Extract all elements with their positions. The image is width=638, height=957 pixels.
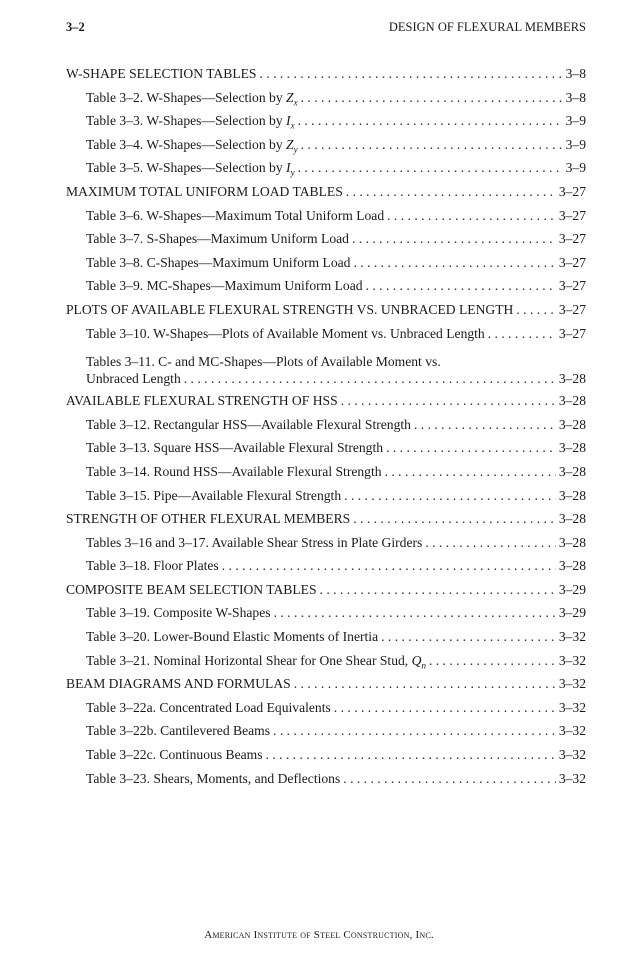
dot-leader: [341, 393, 556, 409]
toc-page-number: 3–32: [558, 652, 586, 668]
dot-leader: [488, 326, 556, 342]
dot-leader: [222, 558, 556, 574]
dot-leader: [353, 511, 556, 527]
toc-section[interactable]: [66, 66, 586, 90]
dot-leader: [320, 582, 556, 598]
toc-page-number: 3–28: [558, 393, 586, 409]
footer-publisher: American Institute of Steel Construction, Inc.: [204, 929, 434, 941]
toc-entry-line2[interactable]: [86, 371, 586, 389]
toc-page-number: 3–29: [558, 605, 586, 621]
toc-entry-title: Table 3–15. Pipe—Available Flexural Strength: [86, 487, 342, 503]
dot-leader: [516, 302, 555, 318]
toc-entry[interactable]: [66, 464, 586, 488]
toc-entry-title: Table 3–12. Rectangular HSS—Available Flexural Strength: [86, 416, 411, 432]
math-symbol: $Z_x$: [286, 89, 298, 108]
dot-leader: [298, 160, 563, 176]
dot-leader: [353, 255, 555, 271]
dot-leader: [429, 653, 556, 669]
dot-leader: [301, 90, 563, 106]
toc-entry-title: Table 3–20. Lower-Bound Elastic Moments of Inertia: [86, 629, 379, 645]
toc-page-number: 3–28: [558, 511, 586, 527]
toc-entry-title: STRENGTH OF OTHER FLEXURAL MEMBERS: [66, 511, 351, 527]
toc-entry[interactable]: [66, 90, 586, 114]
toc-page-number: 3–27: [558, 231, 586, 247]
toc-section[interactable]: [66, 184, 586, 208]
toc-entry[interactable]: [66, 558, 586, 582]
toc-entry-title: Table 3–19. Composite W-Shapes: [86, 605, 271, 621]
toc-entry[interactable]: [66, 771, 586, 795]
toc-page-number: 3–28: [558, 440, 586, 456]
toc-page-number: 3–28: [558, 416, 586, 432]
toc-entry-title: PLOTS OF AVAILABLE FLEXURAL STRENGTH VS. UNBRACED LENGTH: [66, 301, 514, 317]
toc-page-number: 3–27: [558, 207, 586, 223]
toc-entry-title: AVAILABLE FLEXURAL STRENGTH OF HSS: [66, 393, 338, 409]
toc-section[interactable]: [66, 302, 586, 326]
dot-leader: [425, 535, 556, 551]
toc-page-number: 3–28: [558, 371, 586, 387]
toc-section[interactable]: [66, 582, 586, 606]
toc-entry[interactable]: [66, 278, 586, 302]
toc-entry-title: Table 3–10. W-Shapes—Plots of Available Moment vs. Unbraced Length: [86, 325, 485, 341]
toc-page-number: 3–28: [558, 558, 586, 574]
math-symbol: $Z_y$: [286, 136, 298, 155]
toc-entry-title: Tables 3–11. C- and MC-Shapes—Plots of Available Moment vs.: [86, 354, 441, 370]
toc-entry-title: Tables 3–16 and 3–17. Available Shear Stress in Plate Girders: [86, 534, 423, 550]
dot-leader: [298, 113, 563, 129]
toc-entry[interactable]: [66, 417, 586, 441]
toc-page-number: 3–8: [565, 66, 586, 81]
toc-entry-title: Table 3–21. Nominal Horizontal Shear for One Shear Stud, $Q_n$: [86, 652, 426, 671]
toc-page-number: 3–9: [565, 113, 586, 129]
dot-leader: [387, 208, 556, 224]
toc-entry[interactable]: [66, 747, 586, 771]
toc-page-number: 3–28: [558, 534, 586, 550]
toc-page-number: 3–8: [565, 89, 586, 105]
toc-section[interactable]: [66, 511, 586, 535]
table-of-contents: [66, 66, 586, 794]
page-number: 3–2: [66, 20, 85, 34]
toc-page-number: 3–28: [558, 463, 586, 479]
toc-entry-title: Unbraced Length: [86, 371, 181, 387]
toc-entry-title: Table 3–2. W-Shapes—Selection by $Z_x$: [86, 89, 298, 108]
toc-entry[interactable]: [66, 535, 586, 559]
toc-entry-title: Table 3–5. W-Shapes—Selection by $I_y$: [86, 160, 295, 179]
dot-leader: [385, 464, 556, 480]
toc-entry[interactable]: [66, 723, 586, 747]
math-symbol: $I_y$: [286, 160, 295, 179]
toc-entry[interactable]: [66, 488, 586, 512]
toc-page-number: 3–27: [558, 278, 586, 294]
toc-page-number: 3–32: [558, 676, 586, 692]
toc-page-number: 3–32: [558, 747, 586, 763]
toc-entry-title: Table 3–3. W-Shapes—Selection by $I_x$: [86, 113, 295, 131]
dot-leader: [273, 723, 556, 739]
dot-leader: [414, 417, 556, 433]
dot-leader: [381, 629, 556, 645]
dot-leader: [352, 231, 556, 247]
dot-leader: [184, 371, 556, 387]
toc-page-number: 3–9: [565, 136, 586, 152]
toc-entry[interactable]: [66, 700, 586, 724]
toc-entry-title: Table 3–7. S-Shapes—Maximum Uniform Load: [86, 231, 349, 247]
dot-leader: [294, 676, 556, 692]
toc-page-number: 3–27: [558, 325, 586, 341]
toc-entry[interactable]: [66, 113, 586, 137]
math-symbol: $I_x$: [286, 113, 295, 131]
toc-entry[interactable]: [66, 326, 586, 350]
toc-page-number: 3–27: [558, 301, 586, 317]
toc-entry[interactable]: [66, 231, 586, 255]
toc-entry[interactable]: [66, 137, 586, 161]
toc-entry[interactable]: [66, 653, 586, 677]
toc-page-number: 3–32: [558, 770, 586, 786]
toc-page-number: 3–9: [565, 160, 586, 176]
toc-entry-title: Table 3–9. MC-Shapes—Maximum Uniform Load: [86, 278, 363, 294]
toc-entry-title: Table 3–14. Round HSS—Available Flexural Strength: [86, 463, 382, 479]
running-title: DESIGN OF FLEXURAL MEMBERS: [388, 20, 586, 34]
toc-entry[interactable]: [66, 629, 586, 653]
toc-entry-title: BEAM DIAGRAMS AND FORMULAS: [66, 676, 291, 692]
toc-entry[interactable]: [66, 440, 586, 464]
dot-leader: [301, 137, 563, 153]
toc-entry-title: Table 3–22a. Concentrated Load Equivalents: [86, 699, 331, 715]
toc-page-number: 3–27: [558, 254, 586, 270]
dot-leader: [343, 771, 556, 787]
toc-page-number: 3–32: [558, 629, 586, 645]
toc-page-number: 3–27: [558, 183, 586, 199]
toc-entry-title: Table 3–18. Floor Plates: [86, 558, 219, 574]
toc-entry-title: Table 3–22c. Continuous Beams: [86, 747, 263, 763]
toc-entry-title: Table 3–4. W-Shapes—Selection by $Z_y$: [86, 136, 298, 155]
toc-entry[interactable]: [66, 605, 586, 629]
toc-page-number: 3–32: [558, 699, 586, 715]
dot-leader: [346, 184, 556, 200]
dot-leader: [344, 488, 556, 504]
toc-section[interactable]: [66, 676, 586, 700]
running-header: [66, 20, 586, 35]
toc-page-number: 3–28: [558, 487, 586, 503]
toc-entry-title: COMPOSITE BEAM SELECTION TABLES: [66, 581, 317, 597]
toc-entry[interactable]: [66, 160, 586, 184]
toc-entry[interactable]: [66, 208, 586, 232]
toc-entry-title: Table 3–8. C-Shapes—Maximum Uniform Load: [86, 254, 351, 270]
dot-leader: [274, 605, 556, 621]
dot-leader: [366, 278, 556, 294]
toc-entry[interactable]: [66, 353, 586, 389]
math-symbol: $Q_n$: [411, 652, 426, 671]
toc-entry-title: Table 3–22b. Cantilevered Beams: [86, 723, 271, 739]
toc-page-number: 3–32: [558, 723, 586, 739]
toc-entry-title: Table 3–23. Shears, Moments, and Deflections: [86, 770, 341, 786]
toc-entry-title: W-SHAPE SELECTION TABLES: [66, 66, 257, 81]
dot-leader: [259, 66, 562, 82]
toc-section[interactable]: [66, 393, 586, 417]
toc-entry-title: MAXIMUM TOTAL UNIFORM LOAD TABLES: [66, 183, 343, 199]
toc-entry-title: Table 3–13. Square HSS—Available Flexural Strength: [86, 440, 384, 456]
toc-entry[interactable]: [66, 255, 586, 279]
toc-entry-title: Table 3–6. W-Shapes—Maximum Total Uniform Load: [86, 207, 385, 223]
dot-leader: [386, 440, 556, 456]
toc-page-number: 3–29: [558, 581, 586, 597]
dot-leader: [266, 747, 556, 763]
dot-leader: [334, 700, 556, 716]
